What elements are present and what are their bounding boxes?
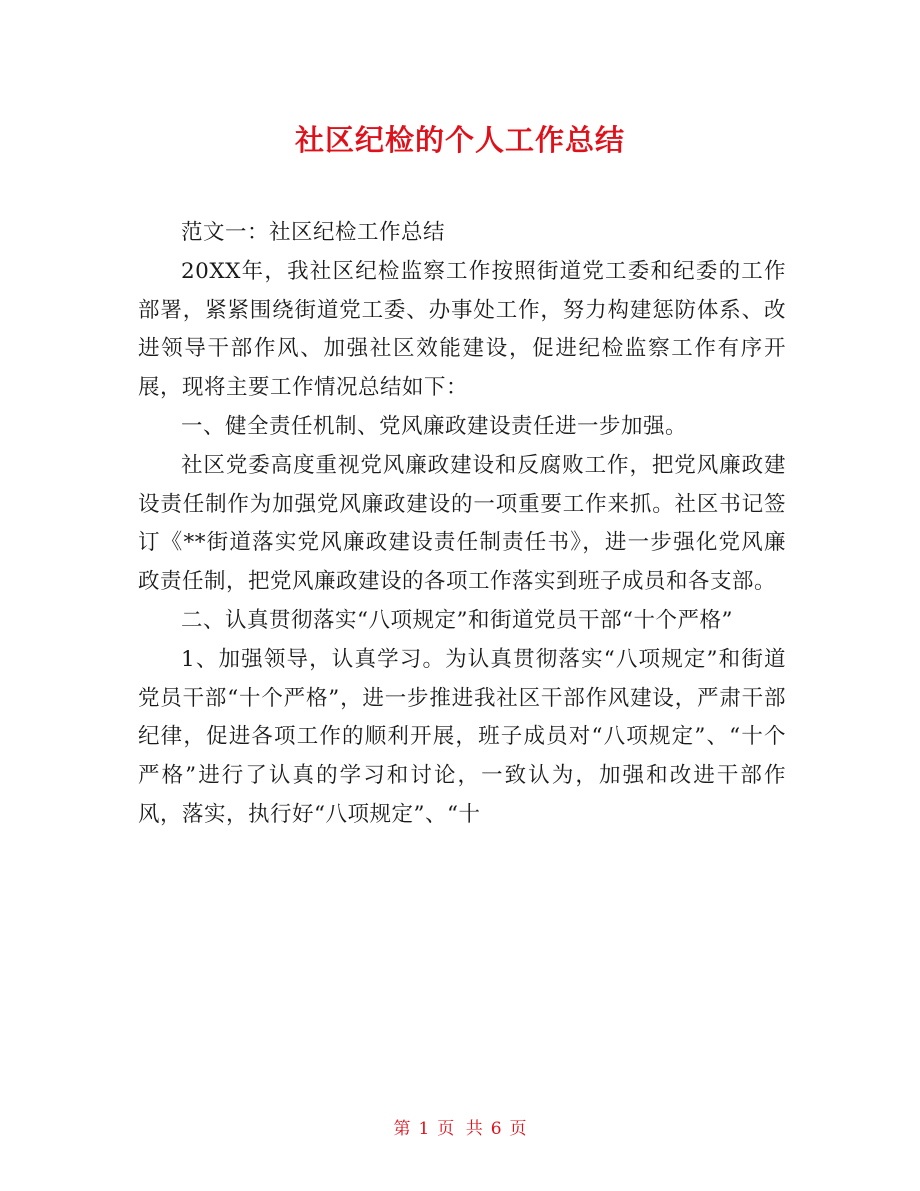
document-body <box>138 214 786 835</box>
paragraph-5: 二、认真贯彻落实“八项规定”和街道党员干部“十个严格” <box>181 607 733 633</box>
footer-suffix: 页 <box>509 1119 527 1139</box>
paragraph-4: 社区党委高度重视党风廉政建设和反腐败工作，把党风廉政建设责任制作为加强党风廉政建设的一项重要工作来抓。社区书记签订《**街道落实党风廉政建设责任制责任书》，进一步强化党风廉政责任制，把党风廉政建设的各项工作落实到班子成员和各支部。 <box>138 452 786 595</box>
document-title: 社区纪检的个人工作总结 <box>294 123 625 157</box>
footer-prefix: 第 <box>393 1119 411 1139</box>
page-footer <box>0 1114 920 1139</box>
paragraph-6: 1、加强领导，认真学习。为认真贯彻落实“八项规定”和街道党员干部“十个严格”，进一步推进我社区干部作风建设，严肃干部纪律，促进各项工作的顺利开展，班子成员对“八项规定”、“十个严格”进行了认真的学习和讨论，一致认为，加强和改进干部作风，落实，执行好“八项规定”、“十 <box>138 646 786 827</box>
paragraph-1: 范文一：社区纪检工作总结 <box>181 220 446 245</box>
paragraph-3: 一、健全责任机制、党风廉政建设责任进一步加强。 <box>181 413 688 439</box>
footer-page-current: 1 <box>418 1119 430 1139</box>
paragraph-2: 20XX年，我社区纪检监察工作按照街道党工委和纪委的工作部署，紧紧围绕街道党工委、办事处工作，努力构建惩防体系、改进领导干部作风、加强社区效能建设，促进纪检监察工作有序开展，现将主要工作情况总结如下： <box>138 258 786 401</box>
footer-page-total: 6 <box>490 1119 502 1139</box>
footer-mid: 页 共 <box>437 1119 483 1139</box>
